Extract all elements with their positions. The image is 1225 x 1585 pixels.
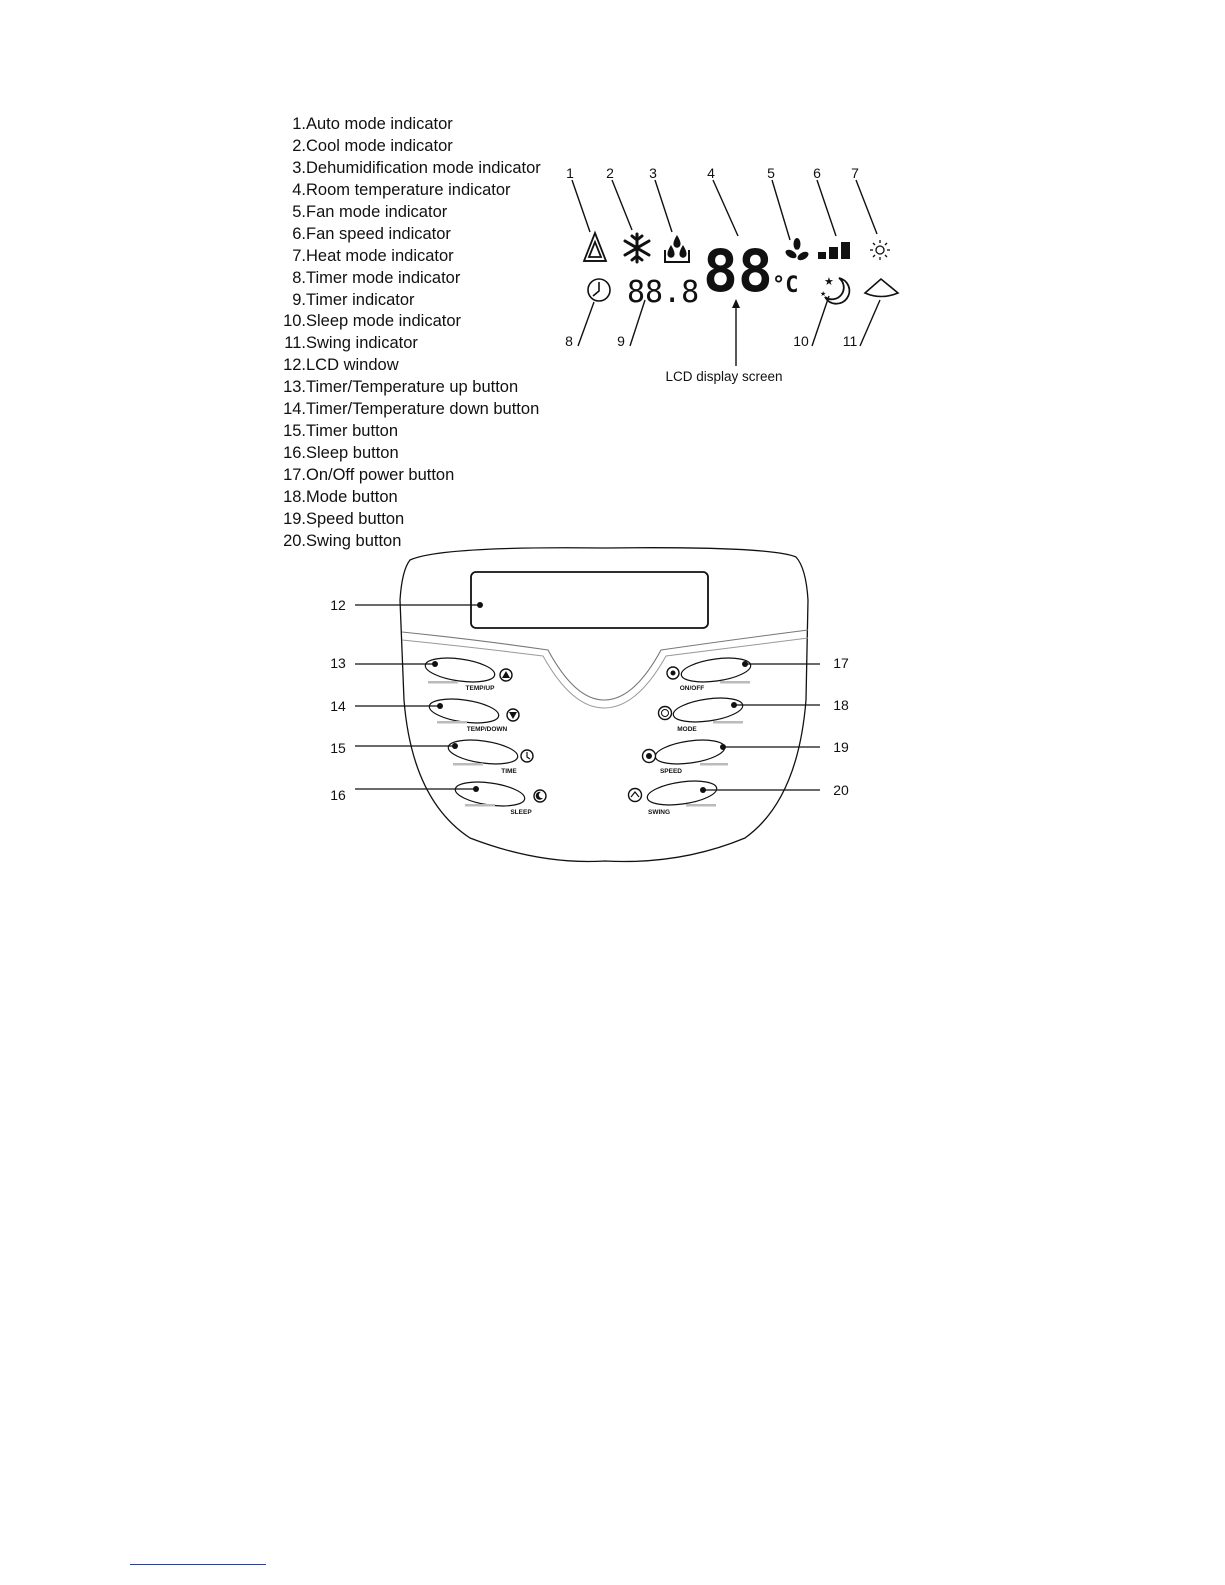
legend-item-label: Swing button <box>306 531 402 550</box>
legend-item-number: 12. <box>283 356 306 375</box>
callout-5: 5 <box>767 165 775 181</box>
legend-item-label: LCD window <box>306 356 399 375</box>
legend-item-label: Auto mode indicator <box>306 115 453 133</box>
lcd-caption: LCD display screen <box>665 369 783 384</box>
callout-10: 10 <box>793 333 809 349</box>
legend-item-number: 13. <box>283 378 306 397</box>
fan-speed-bars-icon <box>818 242 850 259</box>
callout-6: 6 <box>813 165 821 181</box>
legend-item-label: Speed button <box>306 509 405 528</box>
callout-13: 13 <box>330 655 346 671</box>
snowflake-icon <box>625 234 649 262</box>
legend-item-label: Timer/Temperature down button <box>306 400 540 419</box>
legend-item-label: Fan mode indicator <box>306 202 448 221</box>
legend-item-label: Cool mode indicator <box>306 136 453 155</box>
legend-item-number: 7. <box>292 246 306 265</box>
legend-item-number: 3. <box>292 158 306 177</box>
legend-item-number: 15. <box>283 422 306 441</box>
callout-16: 16 <box>330 787 346 803</box>
mode-icon <box>659 707 672 720</box>
legend-item-label: Sleep button <box>306 444 399 463</box>
label-mode: MODE <box>677 726 697 733</box>
legend-item-label: Heat mode indicator <box>306 246 454 265</box>
auto-mode-icon <box>584 233 606 261</box>
label-temp-down: TEMP/DOWN <box>466 726 508 733</box>
legend-item-label: On/Off power button <box>306 466 455 484</box>
swing-button-icon <box>629 789 642 802</box>
callout-3: 3 <box>649 165 657 181</box>
legend-item-label: Fan speed indicator <box>306 224 451 243</box>
legend-item-number: 8. <box>292 268 306 287</box>
label-timer: TIME <box>501 768 517 775</box>
label-temp-up: TEMP/UP <box>465 685 495 692</box>
svg-text:★: ★ <box>820 290 827 298</box>
timer-digits: 88.8 <box>627 275 700 310</box>
legend-item-number: 20. <box>283 531 306 550</box>
footnote-rule <box>130 1564 266 1565</box>
callout-20: 20 <box>833 782 849 798</box>
legend-item-label: Sleep mode indicator <box>306 312 462 331</box>
legend-item-label: Dehumidification mode indicator <box>306 158 541 177</box>
callout-1: 1 <box>566 165 574 181</box>
legend-item-number: 18. <box>283 487 306 506</box>
legend-item-label: Room temperature indicator <box>306 180 511 199</box>
callout-4: 4 <box>707 165 715 181</box>
callout-15: 15 <box>330 740 346 756</box>
legend-item-number: 6. <box>292 224 306 243</box>
sun-icon <box>870 240 890 260</box>
callout-17: 17 <box>833 655 849 671</box>
legend-item-label: Timer/Temperature up button <box>306 378 519 397</box>
legend-item-number: 1. <box>292 115 306 133</box>
callout-11: 11 <box>842 333 858 349</box>
legend-item-label: Swing indicator <box>306 334 418 353</box>
legend-item-number: 19. <box>283 509 306 528</box>
legend-item-label: Timer indicator <box>306 290 415 309</box>
legend-item-number: 10. <box>283 312 306 331</box>
callout-12: 12 <box>330 597 346 613</box>
callout-9: 9 <box>617 333 625 349</box>
callout-14: 14 <box>330 698 346 714</box>
callout-2: 2 <box>606 165 614 181</box>
callout-7: 7 <box>851 165 859 181</box>
legend-item-number: 16. <box>283 444 306 463</box>
sleep-moon-icon <box>820 275 849 304</box>
svg-text:★: ★ <box>824 275 834 288</box>
lcd-window <box>471 572 708 628</box>
callout-18: 18 <box>833 697 849 713</box>
callout-19: 19 <box>833 739 849 755</box>
legend-item-label: Mode button <box>306 487 398 506</box>
fan-icon <box>784 238 810 262</box>
legend-item-number: 4. <box>292 180 306 199</box>
dehumidify-drops-icon <box>665 235 689 262</box>
swing-icon <box>865 279 898 297</box>
legend-item-number: 2. <box>292 136 306 155</box>
label-speed: SPEED <box>659 768 683 775</box>
legend-item-number: 11. <box>284 334 306 353</box>
legend-item-number: 14. <box>283 400 306 419</box>
legend-item-number: 5. <box>292 202 306 221</box>
temp-unit-celsius: °C <box>772 273 799 298</box>
legend-item-number: 17. <box>283 466 306 484</box>
legend-item-number: 9. <box>292 290 306 309</box>
timer-clock-icon <box>588 279 610 301</box>
legend-item-label: Timer mode indicator <box>306 268 461 287</box>
label-swing: SWING <box>647 809 671 816</box>
room-temp-digits: 88 <box>703 237 773 305</box>
callout-8: 8 <box>565 333 573 349</box>
label-sleep: SLEEP <box>510 809 532 816</box>
label-on-off: ON/OFF <box>679 685 705 692</box>
legend-item-label: Timer button <box>306 422 399 441</box>
